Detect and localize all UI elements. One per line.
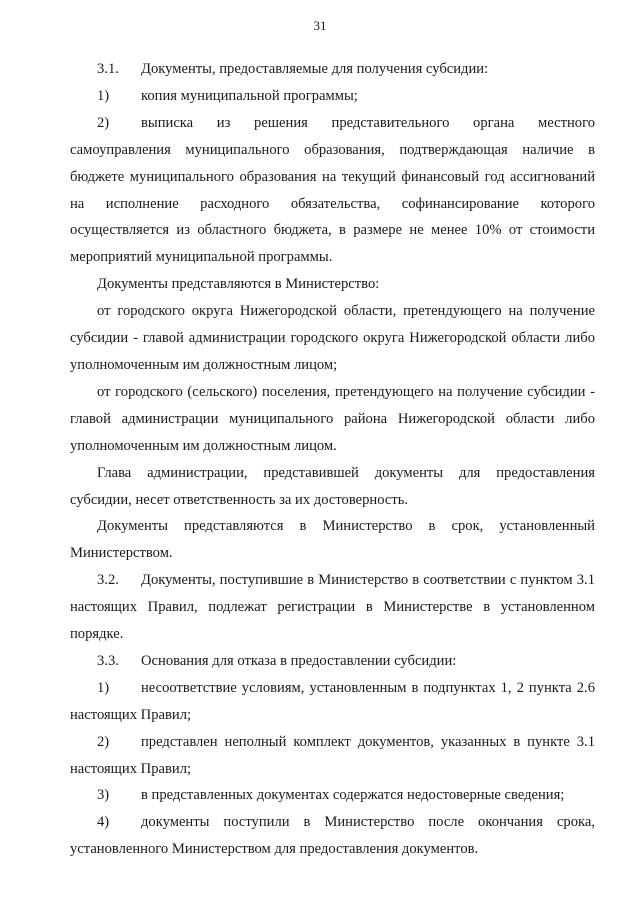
paragraph-text: Основания для отказа в предоставлении субсидии:	[141, 652, 457, 669]
paragraph-city-district	[70, 298, 595, 379]
paragraph-text: копия муниципальной программы;	[141, 87, 358, 104]
paragraph-number: 1)	[97, 87, 110, 104]
paragraph-3-1	[70, 56, 595, 83]
page-number: 31	[313, 18, 327, 33]
paragraph-submission	[70, 271, 595, 298]
paragraph-3-3	[70, 648, 595, 675]
paragraph-text: представлен неполный комплект документов, указанных в пункте 3.1 настоящих Правил;	[70, 733, 595, 777]
paragraph-number: 3.2.	[97, 572, 119, 589]
paragraph-text: выписка из решения представительного органа местного самоуправления муниципального образования, подтверждающая наличие в бюджете муниципального образования на текущий финансовый год ассигнований на исполнение расходного обязательства, софинансирование которого осуществляется из областного бюджета, в размере не менее 10% от стоимости мероприятий муниципальной программы.	[70, 114, 595, 266]
paragraph-text: от городского округа Нижегородской области, претендующего на получение субсидии - главой администрации городского округа Нижегородской области либо уполномоченным им должностным лицом;	[70, 303, 595, 373]
paragraph-text: Документы, поступившие в Министерство в соответствии с пунктом 3.1 настоящих Правил, подлежат регистрации в Министерстве в установленном порядке.	[70, 572, 595, 643]
paragraph-number: 2)	[97, 733, 110, 750]
paragraph-number: 3.1.	[97, 61, 119, 77]
paragraph-settlement	[70, 379, 595, 460]
paragraph-3-3-item-1	[70, 675, 595, 729]
paragraph-text: Документы представляются в Министерство:	[97, 276, 380, 293]
paragraph-number: 3)	[97, 787, 110, 804]
paragraph-3-1-item-1	[70, 83, 595, 110]
paragraph-text: Документы представляются в Министерство в срок, установленный Министерством.	[70, 518, 595, 562]
paragraph-deadline	[70, 513, 595, 567]
paragraph-number: 3.3.	[97, 652, 119, 669]
paragraph-responsibility	[70, 460, 595, 514]
paragraph-text: несоответствие условиям, установленным в подпунктах 1, 2 пункта 2.6 настоящих Правил;	[70, 679, 595, 723]
paragraph-3-3-item-2	[70, 729, 595, 783]
paragraph-3-3-item-4	[70, 809, 595, 863]
paragraph-3-1-item-2	[70, 110, 595, 271]
paragraph-text: документы поступили в Министерство после окончания срока, установленного Министерством для предоставления документов.	[70, 814, 595, 858]
paragraph-text: Документы, предоставляемые для получения субсидии:	[141, 61, 489, 77]
paragraph-text: Глава администрации, представившей документы для предоставления субсидии, несет ответственность за их достоверность.	[70, 464, 595, 508]
paragraph-text: в представленных документах содержатся недостоверные сведения;	[141, 787, 565, 804]
paragraph-3-2	[70, 567, 595, 648]
document-body	[70, 56, 595, 863]
paragraph-number: 4)	[97, 814, 110, 831]
paragraph-number: 2)	[97, 114, 110, 131]
paragraph-3-3-item-3	[70, 782, 595, 809]
paragraph-text: от городского (сельского) поселения, претендующего на получение субсидии - главой администрации муниципального района Нижегородской области либо уполномоченным им должностным лицом.	[70, 383, 595, 454]
paragraph-number: 1)	[97, 679, 110, 696]
